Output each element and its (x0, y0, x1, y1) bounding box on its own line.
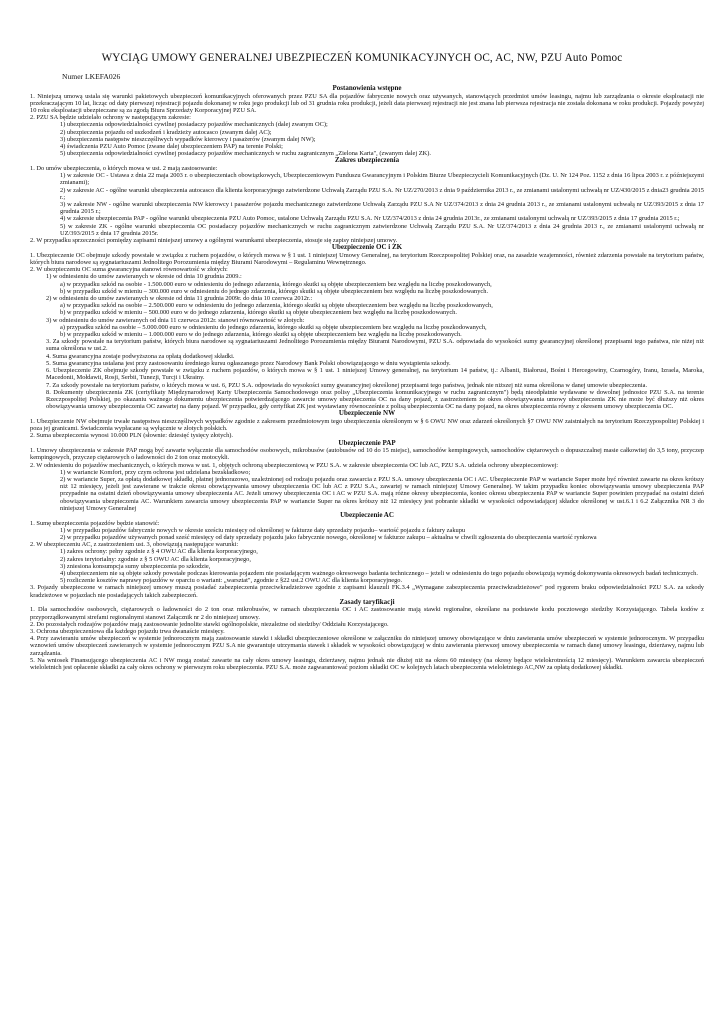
paragraph: b) w przypadku szkód w mieniu – 1.000.000 euro w do jednego zdarzenia, którego skutki są objęte ubezpieczeniem bez względu na liczbę poszkodowanych. (60, 331, 462, 339)
paragraph: 3) ubezpieczenia następstw nieszczęśliwych wypadków kierowcy i pasażerów (zwanym dalej NW); (60, 135, 316, 143)
document-title: WYCIĄG UMOWY GENERALNEJ UBEZPIECZEŃ KOMUNIKACYJNYCH OC, AC, NW, PZU Auto Pomoc (101, 52, 623, 64)
section-heading: Ubezpieczenie OC i ZK (331, 243, 403, 252)
paragraph: 2. W ubezpieczeniu AC, z zastrzeżeniem ust. 3, obowiązują następujące warunki: (30, 541, 239, 549)
section-heading: Zasady taryfikacji (339, 597, 395, 606)
paragraph: 2. Do pozostałych rodzajów pojazdów mają zastosowanie jednolite stawki ogólnopolskie, niezależne od siedziby/ Oddziału Korzystającego. (30, 620, 389, 628)
paragraph: 8. Dokumenty ubezpieczenia ZK (certyfikaty Międzynarodowej Karty Ubezpieczenia Samochodowego oraz polisy „Ubezpieczenia komunikacyjnego w ruchu zagranicznym") będą nieodpłatnie wydawane w dowolnej jednostce PZU S.A. na terenie Rzeczpospolitej Polskiej, po okazaniu ważnego dokumentu ubezpieczenia potwierdzającego zawarcie umowy ubezpieczenia OC na dany pojazd, z zastrzeżeniem że okres obowiązywania umowy ubezpieczenia ZK nie może być dłuższy niż okres obowiązywania umowy ubezpieczenia OC zawartej na dany pojazd. W przypadku, gdy certyfikat ZK jest wystawiany równocześnie z polisą ubezpieczenia OC na dany pojazd, na okres ubezpieczenia równy z okresem umowy ubezpieczenia OC. (46, 388, 704, 411)
paragraph: 6. Ubezpieczenie ZK obejmuje szkody powstałe w związku z ruchem pojazdów, o których mowa w § 1 ust. 1 niniejszej Umowy generalnej, na terytorium 14 państw, tj.: Albanii, Białorusi, Bośni i Hercegowiny, Czarnogóry, Iranu, Izraela, Maroka, Macedonii, Mołdawii, Rosji, Serbii, Tunezji, Turcji i Ukrainy. (46, 367, 704, 382)
paragraph: 2) w przypadku pojazdów używanych ponad sześć miesięcy od daty sprzedaży pojazdu jako fabrycznie nowego, określonej w fakturze zakupu – aktualna w chwili zgłoszenia do ubezpieczenia wartość rynkowa (60, 533, 597, 541)
paragraph: 5. Suma gwarancyjna ustalana jest przy zastosowaniu średniego kursu ogłaszanego przez Narodowy Bank Polski obowiązującego w dniu wystąpienia szkody. (46, 359, 451, 367)
paragraph: 1) w odniesieniu do umów zawieranych w okresie od dnia 10 grudnia 2009.: (46, 273, 242, 281)
paragraph: 3) w zakresie NW - ogólne warunki ubezpieczenia NW kierowcy i pasażerów pojazdu mechanicznego zatwierdzone Uchwałą Zarządu PZU S.A Nr UZ/374/2013 z dnia 24 grudnia 2013 r., ze zmianami ustalonymi uchwałą nr UZ/393/2015 z dnia 17 grudnia 2015 r.; (60, 201, 704, 216)
paragraph: 2. W ubezpieczeniu OC suma gwarancyjna stanowi równowartość w złotych: (30, 266, 228, 274)
paragraph: 1) w zakresie OC - Ustawa z dnia 22 maja 2003 r. o ubezpieczeniach obowiązkowych, Ubezpieczeniowym Funduszu Gwarancyjnym i Polskim Biurze Ubezpieczycieli Komunikacyjnych (Dz. U. Nr 124 Poz. 1152 z dnia 16 lipca 2003 r. z późniejszymi zmianami); (60, 172, 704, 187)
paragraph: 3. Pojazdy ubezpieczone w ramach niniejszej umowy muszą posiadać zabezpieczenia przeciwkradzieżowe zgodnie z zapisami klauzuli FK.3.4 „Wymagane zabezpieczenia przeciwkradzieżowe" pod rygorem braku odpowiedzialności PZU S.A. za szkody kradzieżowe w pojazdach nie posiadających takich zabezpieczeń. (30, 584, 704, 599)
paragraph: 2) zakres terytorialny: zgodnie z § 5 OWU AC dla klienta korporacyjnego, (60, 555, 251, 563)
paragraph: 5) ubezpieczenia odpowiedzialności cywilnej posiadaczy pojazdów mechanicznych w ruchu zagranicznym „Zielona Karta", (zwanym dalej ZK). (60, 150, 431, 158)
section-heading: Zakres ubezpieczenia (334, 156, 400, 165)
section-heading: Ubezpieczenie AC (340, 510, 394, 519)
paragraph: 5. Na wniosek Finansującego ubezpieczenia AC i NW mogą zostać zawarte na cały okres umowy leasingu, dzierżawy, najmu jednak nie dłużej niż na okres 60 miesięcy (na okresy będące wielokrotnością 12 miesięcy). Warunkiem zawarcia ubezpieczeń wieloletnich jest opłacenie składki za cały okres ochrony w pierwszym roku ubezpieczenia. PZU S.A. może zagwarantować poziom składki OC w kolejnych latach ubezpieczenia wieloletniego AC,NW za opłatą dodatkowej składki. (30, 656, 704, 671)
paragraph: 2) w odniesieniu do umów zawieranych w okresie od dnia 11 grudnia 2009r. do dnia 10 czerwca 2012r.: (46, 295, 313, 303)
paragraph: 4. Przy zawieraniu umów ubezpieczeń w systemie jednorocznym mają zastosowanie stawki i składki ubezpieczeniowe określone w załączniku do niniejszej umowy obowiązujące w dniu zawierania umów ubezpieczeń w systemie jednorocznym. W przypadku wznowień umów ubezpieczeń zawieranych w systemie jednorocznym PZU S.A nie gwarantuje utrzymania stawek i składek w wysokości obowiązującej w dniu zawierania pierwszej umowy ubezpieczenia w ramach danej umowy leasingu, dzierżawy, najmu lub zarządzania. (30, 635, 704, 657)
paragraph: 2) ubezpieczenia pojazdu od uszkodzeń i kradzieży autocasco (zwanym dalej AC); (60, 128, 272, 136)
paragraph: 3) zniesiona konsumpcja sumy ubezpieczenia po szkodzie, (60, 562, 211, 570)
paragraph: 3) w odniesieniu do umów zawieranych od dnia 11 czerwca 2012r. stanowi równowartość w złotych: (46, 316, 305, 324)
paragraph: 1. Ubezpieczenie OC obejmuje szkody powstałe w związku z ruchem pojazdów, o których mowa w § 1 ust. 1 niniejszej Umowy Generalnej, na terytorium Rzeczpospolitej Polskiej oraz, na zasadzie wzajemności, również zdarzenia powstałe na terytorium państw, których biura narodowe są sygnatariuszami Jednolitego Porozumienia między Biurami Narodowymi – Regulaminu Wewnętrznego. (30, 251, 704, 267)
paragraph: 1. Sumę ubezpieczenia pojazdów będzie stanowić: (30, 519, 160, 527)
paragraph: 1. Ubezpieczenie NW obejmuje trwałe następstwa nieszczęśliwych wypadków zgodnie z zakresem przedmiotowym tego ubezpieczenia określonym w § 6 OWU NW oraz zdarzeń określonych §7 OWU NW zaistniałych na terytorium Rzeczypospolitej Polskiej i poza jej granicami. Świadczenia wypłacane są wyłącznie w złotych polskich. (30, 417, 704, 433)
section-heading: Postanowienia wstępne (332, 84, 402, 92)
paragraph: a) w przypadku szkód na osobie – 2.500.000 euro w odniesieniu do jednego zdarzenia, którego skutki są objęte ubezpieczeniem bez względu na liczbę poszkodowanych, (60, 302, 493, 310)
paragraph: 1) zakres ochrony: pełny zgodnie z § 4 OWU AC dla klienta korporacyjnego, (60, 548, 258, 556)
paragraph: 1) w wariancie Komfort, przy czym ochrona jest udzielana bezskładkowo; (60, 468, 251, 476)
paragraph: b) w przypadku szkód w mieniu – 500.000 euro w do jednego zdarzenia, którego skutki są objęte ubezpieczeniem bez względu na liczbę poszkodowanych. (60, 309, 457, 317)
paragraph: 7. Za szkody powstałe na terytorium państw, o których mowa w ust. 6, PZU S.A. odpowiada do wysokości sumy gwarancyjnej określonej przepisami tego państwa, jednak nie niższej niż suma określona w danej umowie ubezpieczenia. (46, 381, 648, 389)
paragraph: 1) w przypadku pojazdów fabrycznie nowych w okresie sześciu miesięcy od określonej w fakturze daty sprzedaży pojazdu– wartość pojazdu z faktury zakupu (60, 526, 466, 534)
paragraph: 5) w zakresie ZK - ogólne warunki ubezpieczenia OC posiadaczy pojazdów mechanicznych w ruchu zagranicznym zatwierdzone Uchwałą Zarządu PZU S.A. Nr UZ/374/2013 z dnia 24 grudnia 2013 r., ze zmianami ustalonymi uchwałą nr UZ/393/2015 z dnia 17 grudnia 2015r. (60, 222, 704, 237)
paragraph: 4) w zakresie ubezpieczenia PAP - ogólne warunki ubezpieczenia PZU Auto Pomoc, ustalone Uchwałą Zarządu PZU S.A. Nr UZ/374/2013 z dnia 24 grudnia 2013r., ze zmianami ustalonymi uchwałą nr UZ/393/2015 z dnia 17 grudnia 2015 r.; (60, 215, 680, 223)
paragraph: 2) w wariancie Super, za opłatą dodatkowej składki, płatnej jednorazowo, uzależnionej od rodzaju pojazdu oraz zawarcia z PZU S.A. umowy ubezpieczenia OC i AC. Ubezpieczenie PAP w wariancie Super może być również zawarte na okres krótszy niż 12 miesięcy, jeżeli jest zawierane w trakcie okresu obowiązywania umowy ubezpieczenia OC lub AC z PZU S.A., zawartej w ramach niniejszej Umowy Generalnej. W takim przypadku koniec obowiązywania umowy ubezpieczenia PAP przypadnie na ostatni dzień obowiązywania umowy ubezpieczenia AC. Jeżeli umowy ubezpieczenia OC i AC w PZU S.A. mają różne okresy ubezpieczenia, koniec okresu ubezpieczenia PAP w wariancie Super powinien przypadać na ostatni dzień obowiązywania ubezpieczenia AC. Warunkiem zawarcia umowy ubezpieczenia PAP w wariancie Super na okres krótszy niż 12 miesięcy jest pobranie składki w wysokości odpowiadającej składce określonej w ust.6.1 i 6.2 Załącznika NR 3 do niniejszej Umowy Generalnej (60, 475, 704, 512)
paragraph: 2. W odniesieniu do pojazdów mechanicznych, o których mowa w ust. 1, objętych ochroną ubezpieczeniową w PZU S.A. w zakresie ubezpieczenia OC lub AC, PZU S.A. udziela ochrony ubezpieczeniowej: (30, 461, 559, 469)
paragraph: 4) ubezpieczeniem nie są objęte szkody powstałe podczas kierowania pojazdem nie posiadającym ważnego okresowego badania technicznego – jeżeli w odniesieniu do tego pojazdu obowiązują wymóg dokonywania okresowych badań technicznych. (60, 569, 698, 577)
paragraph: 1. Niniejszą umową ustala się warunki pakietowych ubezpieczeń komunikacyjnych oferowanych przez PZU SA dla pojazdów fabrycznie nowych oraz używanych, stanowiących przedmiot umów leasingu, najmu lub zarządzania o okresie eksploatacji nie przekraczającym 10 lat, licząc od daty pierwszej rejestracji pojazdu dokonanej w roku jego produkcji lub od 31 grudnia roku produkcji, jeżeli data pierwszej rejestracji nie jest znana lub pierwsza rejestracja nie została dokonana w roku produkcji. Pojazdy powyżej 10 roku eksploatacji ubezpieczane są za zgodą Biura Sprzedaży Korporacyjnej PZU SA. (30, 92, 704, 114)
paragraph: b) w przypadku szkód w mieniu – 300.000 euro w odniesieniu do jednego zdarzenia, którego skutki są objęte ubezpieczeniem bez względu na liczbę poszkodowanych. (60, 287, 489, 295)
paragraph: 5) rozliczenie kosztów naprawy pojazdów w oparciu o wariant: „warsztat", zgodnie z §22 ust.2 OWU AC dla klienta korporacyjnego. (60, 577, 403, 585)
document-number: Numer LKEFA026 (62, 72, 121, 81)
document-body (30, 85, 704, 671)
section-heading: Ubezpieczenie PAP (338, 438, 396, 447)
paragraph: a) w przypadku szkód na osobie - 1.500.000 euro w odniesieniu do jednego zdarzenia, którego skutki są objęte ubezpieczeniem bez względu na liczbę poszkodowanych, (60, 280, 492, 288)
paragraph: 4) świadczenia PZU Auto Pomoc (zwane dalej ubezpieczeniem PAP) na terenie Polski; (60, 143, 283, 151)
paragraph: 1. Umowy ubezpieczenia w zakresie PAP mogą być zawarte wyłącznie dla samochodów osobowych, mikrobusów (autobusów od 10 do 15 miejsc), samochodów kempingowych, samochodów ciężarowych o dopuszczalnej masie całkowitej do 3,5 tony, przyczep kempingowych, przyczep ciężarowych o ładowności do 2 ton oraz motocykli. (30, 447, 704, 462)
paragraph: 2) w zakresie AC - ogólne warunki ubezpieczenia autocasco dla klienta korporacyjnego zatwierdzone Uchwałą Zarządu PZU S.A. Nr UZ/270/2013 z dnia 9 października 2013 r., ze zmianami ustalonymi uchwałą nr UZ/430/2015 z dnia23 grudnia 2015 r.; (60, 186, 704, 201)
paragraph: 1) ubezpieczenia odpowiedzialności cywilnej posiadaczy pojazdów mechanicznych (dalej zwanym OC); (60, 121, 328, 129)
paragraph: 3. Za szkody powstałe na terytorium państw, których biura narodowe są sygnatariuszami Jednolitego Porozumienia między Biurami Narodowymi, PZU S.A. odpowiada do wysokości sumy gwarancyjnej określonej przepisami tego państwa, nie niżej niż suma określona w ust.2. (46, 338, 704, 353)
paragraph: 2. PZU SA będzie udzielało ochrony w następującym zakresie: (30, 114, 191, 122)
paragraph: 1. Do umów ubezpieczenia, o których mowa w ust. 2 mają zastosowanie: (30, 165, 218, 173)
paragraph: 2. W przypadku sprzeczności pomiędzy zapisami niniejszej umowy a ogólnymi warunkami ubezpieczenia, stosuje się zapisy niniejszej umowy. (30, 237, 398, 245)
paragraph: a) przypadku szkód na osobie – 5.000.000 euro w odniesieniu do jednego zdarzenia, którego skutki są objęte ubezpieczeniem bez względu na liczbę poszkodowanych, (60, 323, 487, 331)
paragraph: 2. Suma ubezpieczenia wynosi 10.000 PLN (słownie: dziesięć tysięcy złotych). (30, 432, 234, 440)
paragraph: 3. Ochrona ubezpieczeniowa dla każdego pojazdu trwa dwanaście miesięcy. (30, 627, 225, 635)
paragraph: 4. Suma gwarancyjna zostaje podwyższona za opłatą dodatkowej składki. (46, 352, 235, 360)
paragraph: 1. Dla samochodów osobowych, ciężarowych o ładowności do 2 ton oraz mikrobusów, w ramach ubezpieczenia OC i AC zastosowanie mają stawki regionalne, określane na podstawie kodu pocztowego siedziby Korzystającego. Tabela kodów z przyporządkowanymi strefami regionalnymi stanowi Załącznik nr 2 do niniejszej umowy. (30, 606, 704, 621)
section-heading: Ubezpieczenie NW (338, 409, 396, 418)
